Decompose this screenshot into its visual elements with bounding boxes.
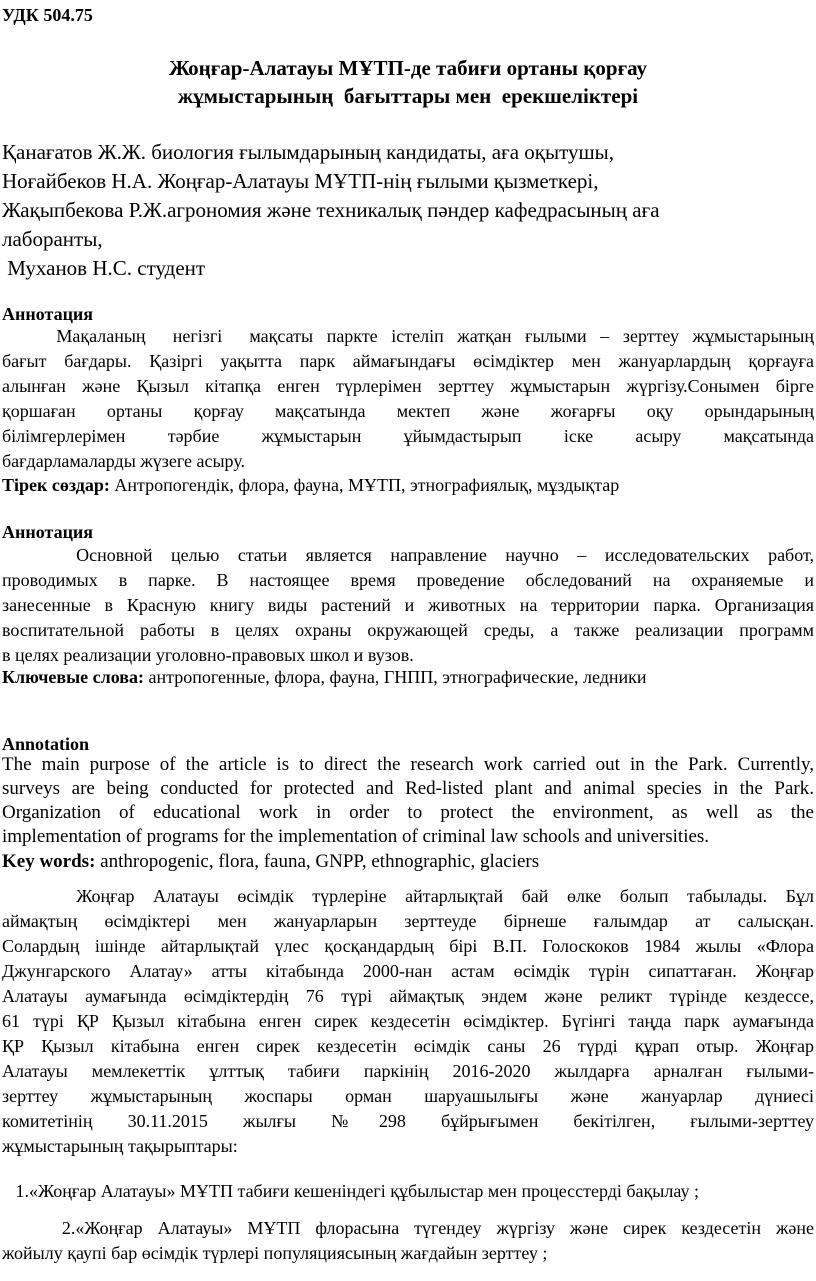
author-line: Жақыпбекова Р.Ж.агрономия және техникалық пәндер кафедрасының аға [2,198,660,222]
text-line: 61 түрі ҚР Қызыл кітабына енген сирек кездесетін өсімдіктер. Бүгінгі таңда парк аумағында [2,1011,814,1031]
keywords-label: Ключевые слова: [2,667,144,687]
author-line: Муханов Н.С. студент [2,256,206,280]
keywords-text: anthropogenic, flora, fauna, GNPP, ethnographic, glaciers [95,851,540,872]
text-line: Organization of educational work in order to protect the environment, as well as the [2,802,814,823]
text-line: Алатауы мемлекеттік ұлттық табиғи паркінің 2016-2020 жылдарға арналған ғылыми- [2,1061,814,1081]
keywords-kz [2,474,619,496]
keywords-label: Тірек сөздар: [2,475,110,495]
keywords-en [2,850,539,874]
keywords-label: Key words: [2,851,96,872]
keywords-ru [2,666,647,688]
text-line: алынған және Қызыл кітапқа енген түрлерімен зерттеу жұмыстарын жүргізу.Сонымен бірге [2,376,814,396]
text-line: 2.«Жоңғар Алатауы» МҰТП флорасына түгендеу жүргізу және сирек кездесетін және [2,1218,814,1238]
text-line: Солардың ішінде айтарлықтай үлес қосқандардың бірі В.П. Голоскоков 1984 жылы «Флора [2,936,814,956]
text-line: Алатауы аумағында өсімдіктердің 76 түрі аймақтық эндем және реликт түрінде кездессе, [2,986,814,1006]
annotation-ru-text [2,543,814,668]
text-line: surveys are being conducted for protected and Red-listed plant and animal species in the Park. [2,778,814,799]
body-text [2,884,814,1159]
text-line: Джунгарского Алатау» атты кітабында 2000-нан астам өсімдік түрін сипаттаған. Жоңғар [2,961,814,981]
author-line: Ноғайбеков Н.А. Жоңғар-Алатауы МҰТП-нің ғылыми қызметкері, [2,169,599,193]
text-line: The main purpose of the article is to direct the research work carried out in the Park. Currently, [2,754,814,775]
annotation-ru-heading: Аннотация [2,522,94,542]
text-line: аймақтың өсімдіктері мен жануарларын зерттеуде бірнеше ғалымдар ат салысқан. [2,911,814,931]
text-line: жойылу қаупі бар өсімдік түрлері популяциясының жағдайын зерттеу ; [2,1243,548,1263]
annotation-en-text [2,753,814,849]
title-line-1: Жоңғар-Алатауы МҰТП-де табиғи ортаны қорғау [168,56,648,80]
text-line: Мақаланың негізгі мақсаты паркте істеліп жатқан ғылыми – зерттеу жұмыстарының [2,326,814,346]
text-line: жұмыстарының тақырыптары: [2,1136,238,1156]
text-line: implementation of programs for the implementation of criminal law schools and universities. [2,826,710,847]
text-line: занесенные в Красную книгу виды растений и животных на территории парка. Организация [2,595,814,615]
author-line: лаборанты, [2,227,103,251]
text-line: проводимых в парке. В настоящее время проведение обследований на охраняемые и [2,570,814,590]
keywords-text: Антропогендік, флора, фауна, МҰТП, этнографиялық, мұздықтар [109,475,620,495]
annotation-kz-text [2,324,814,474]
authors-block [2,138,802,283]
annotation-kz-heading: Аннотация [2,304,94,324]
text-line: Жоңғар Алатауы өсімдік түрлеріне айтарлықтай бай өлке болып табылады. Бұл [2,886,814,906]
article-title [0,54,816,110]
text-line: ҚР Қызыл кітабына енген сирек кездесетін өсімдік саны 26 түрді құрап отыр. Жоңғар [2,1036,814,1056]
list-item-1: 1.«Жоңғар Алатауы» МҰТП табиғи кешеніндегі құбылыстар мен процесстерді бақылау ; [2,1181,699,1201]
keywords-text: антропогенные, флора, фауна, ГНПП, этнографические, ледники [143,667,647,687]
udk-code: УДК 504.75 [2,5,93,25]
annotation-en-heading: Annotation [2,734,90,754]
list-item-2 [2,1216,814,1266]
text-line: воспитательной работы в целях охраны окружающей среды, а также реализации программ [2,620,814,640]
text-line: бағдарламаларды жүзеге асыру. [2,451,246,471]
text-line: білімгерлерімен тәрбие жұмыстарын ұйымдастырып іске асыру мақсатында [2,426,814,446]
author-line: Қанағатов Ж.Ж. биология ғылымдарының кандидаты, аға оқытушы, [2,140,615,164]
text-line: Основной целью статьи является направление научно – исследовательских работ, [2,545,814,565]
text-line: зерттеу жұмыстарының жоспары орман шаруашылығы және жануарлар дүниесі [2,1086,814,1106]
title-line-2: жұмыстарының бағыттары мен ерекшеліктері [177,84,639,108]
text-line: комитетінің 30.11.2015 жылғы №298 бұйрығымен бекітілген, ғылыми-зерттеу [2,1111,814,1131]
text-line: бағыт бағдары. Қазіргі уақытта парк аймағындағы өсімдіктер мен жануарлардың қорғауға [2,351,814,371]
text-line: в целях реализации уголовно-правовых школ и вузов. [2,645,414,665]
text-line: қоршаған ортаны қорғау мақсатында мектеп және жоғарғы оқу орындарының [2,401,814,421]
